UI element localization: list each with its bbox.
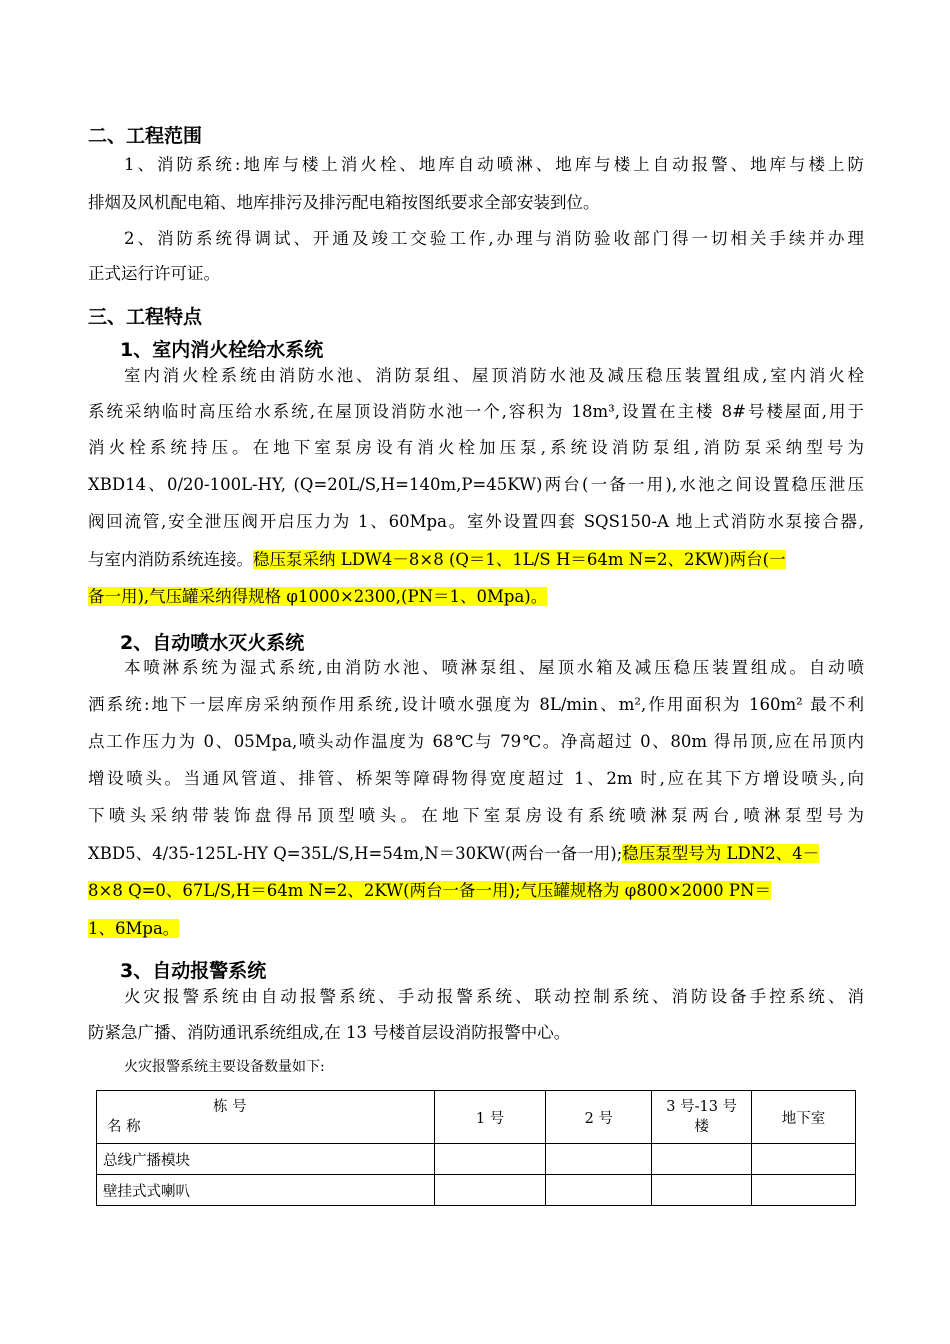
section-2-item-1-line-2: 排烟及风机配电箱、地库排污及排污配电箱按图纸要求全部安装到位。 xyxy=(88,193,600,212)
table-cell-name: 总线广播模块 xyxy=(97,1144,435,1175)
table-cell xyxy=(652,1175,752,1206)
subsection-2-line-2: 洒系统:地下一层库房采纳预作用系统,设计喷水强度为 8L/min、m²,作用面积为 160m² 最不利 xyxy=(88,695,864,714)
header-building-label: 栋 号 xyxy=(213,1099,247,1115)
subsection-1-line-2: 系统采纳临时高压给水系统,在屋顶设消防水池一个,容积为 18m³,设置在主楼 8#号楼屋面,用于 xyxy=(88,402,864,421)
subsection-2-line-6 xyxy=(88,843,864,865)
header-col-3 xyxy=(652,1091,752,1144)
table-cell xyxy=(434,1175,546,1206)
subsection-2-line-5: 下喷头采纳带装饰盘得吊顶型喷头。在地下室泵房设有系统喷淋泵两台,喷淋泵型号为 xyxy=(88,806,864,825)
section-2-item-2-line-1: 2、消防系统得调试、开通及竣工交验工作,办理与消防验收部门得一切相关手续并办理 xyxy=(124,229,864,248)
section-2-item-1-line-1: 1、消防系统:地库与楼上消火栓、地库自动喷淋、地库与楼上自动报警、地库与楼上防 xyxy=(124,155,864,174)
section-3-heading: 三、工程特点 xyxy=(88,306,203,328)
table-cell xyxy=(434,1144,546,1175)
header-col-2: 2 号 xyxy=(546,1091,652,1144)
subsection-1-line-6-highlight: 稳压泵采纳 LDW4－8×8 (Q＝1、1L/S H＝64m N=2、2KW)两台(一 xyxy=(253,550,786,569)
subsection-3-heading: 3、自动报警系统 xyxy=(120,960,267,982)
subsection-2-line-4: 增设喷头。当通风管道、排管、桥架等障碍物得宽度超过 1、2m 时,应在其下方增设喷头,向 xyxy=(88,769,864,788)
header-diagonal-cell xyxy=(97,1091,435,1144)
subsection-2-line-1: 本喷淋系统为湿式系统,由消防水池、喷淋泵组、屋顶水箱及减压稳压装置组成。自动喷 xyxy=(124,658,864,677)
table-cell-name: 壁挂式式喇叭 xyxy=(97,1175,435,1206)
table-row xyxy=(97,1144,856,1175)
subsection-2-line-8-highlight: 1、6Mpa。 xyxy=(88,919,180,938)
subsection-1-line-5: 阀回流管,安全泄压阀开启压力为 1、60Mpa。室外设置四套 SQS150-A 地上式消防水泵接合器, xyxy=(88,512,864,531)
table-cell xyxy=(652,1144,752,1175)
table-caption: 火灾报警系统主要设备数量如下: xyxy=(124,1059,325,1075)
subsection-2-line-8 xyxy=(88,918,864,940)
subsection-2-line-6-plain: XBD5、4/35-125L-HY Q=35L/S,H=54m,N＝30KW(两台一备一用); xyxy=(88,844,623,863)
subsection-1-line-4: XBD14、0/20-100L-HY, (Q=20L/S,H=140m,P=45KW)两台(一备一用),水池之间设置稳压泄压 xyxy=(88,475,864,494)
subsection-1-heading: 1、室内消火栓给水系统 xyxy=(120,339,324,361)
header-name-label: 名 称 xyxy=(107,1119,141,1135)
subsection-1-line-6-plain: 与室内消防系统连接。 xyxy=(88,550,253,569)
subsection-1-line-3: 消火栓系统持压。在地下室泵房设有消火栓加压泵,系统设消防泵组,消防泵采纳型号为 xyxy=(88,438,864,457)
header-col-3-line-2: 楼 xyxy=(694,1119,709,1135)
subsection-3-line-1: 火灾报警系统由自动报警系统、手动报警系统、联动控制系统、消防设备手控系统、消 xyxy=(124,987,864,1006)
equipment-table xyxy=(96,1090,856,1206)
subsection-2-line-3: 点工作压力为 0、05Mpa,喷头动作温度为 68℃与 79℃。净高超过 0、80m 得吊顶,应在吊顶内 xyxy=(88,732,864,751)
section-2-item-2-line-2: 正式运行许可证。 xyxy=(88,264,220,283)
subsection-2-line-6-highlight: 稳压泵型号为 LDN2、4－ xyxy=(622,844,820,863)
header-col-1: 1 号 xyxy=(434,1091,546,1144)
subsection-2-line-7 xyxy=(88,880,864,902)
subsection-1-line-6 xyxy=(88,549,864,571)
subsection-2-heading: 2、自动喷水灭火系统 xyxy=(120,632,305,654)
table-row xyxy=(97,1175,856,1206)
table-cell xyxy=(752,1144,856,1175)
subsection-1-line-1: 室内消火栓系统由消防水池、消防泵组、屋顶消防水池及减压稳压装置组成,室内消火栓 xyxy=(124,366,864,385)
section-2-heading: 二、工程范围 xyxy=(88,125,203,147)
header-col-3-line-1: 3 号-13 号 xyxy=(666,1099,738,1115)
table-header-row xyxy=(97,1091,856,1144)
table-cell xyxy=(546,1144,652,1175)
subsection-1-line-7 xyxy=(88,586,864,608)
header-col-4: 地下室 xyxy=(752,1091,856,1144)
subsection-1-line-7-highlight: 备一用),气压罐采纳得规格 φ1000×2300,(PN＝1、0Mpa)。 xyxy=(88,587,548,606)
subsection-3-line-2: 防紧急广播、消防通讯系统组成,在 13 号楼首层设消防报警中心。 xyxy=(88,1023,571,1042)
table-cell xyxy=(546,1175,652,1206)
table-cell xyxy=(752,1175,856,1206)
subsection-2-line-7-highlight: 8×8 Q=0、67L/S,H＝64m N=2、2KW(两台一备一用);气压罐规格为 φ800×2000 PN＝ xyxy=(88,881,771,900)
